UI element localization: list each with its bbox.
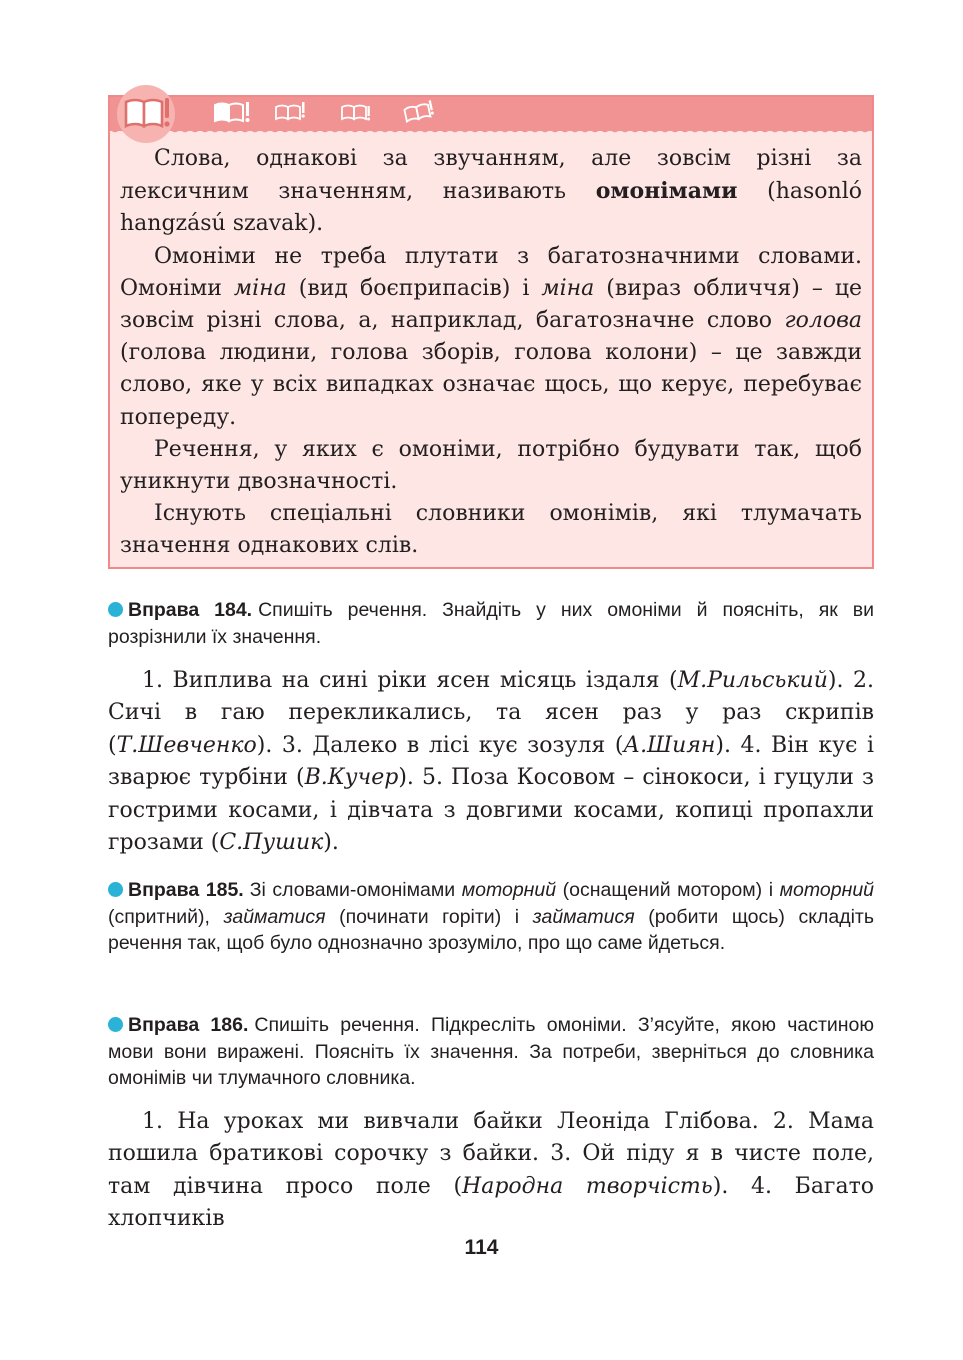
exercise-label: Вправа 184. xyxy=(128,599,253,621)
exercise-185-task: Вправа 185. Зі словами-омонімами моторний (оснащений мотором) і моторний (спритний), займатися (починати горіти) і займатися (робити щось) складіть речення так, щоб було однозначно зрозуміло, про що саме йдеться. xyxy=(108,879,875,954)
rule-paragraph: Омоніми не треба плутати з багатозначними словами. Омоніми міна (вид боєприпасів) і міна (вираз обличчя) – це зовсім різні слова, а, наприклад, багатозначне слово голова (голова людини, голова зборів, голова колони) – це завжди слово, яке у всіх випадках означає щось, що керує, перебуває попереду. xyxy=(120,243,862,430)
rule-paragraph: Існують спеціальні словники омонімів, які тлумачать значення однакових слів. xyxy=(120,501,862,559)
book-exclamation-icon xyxy=(117,85,175,143)
exercise-label: Вправа 186. xyxy=(128,1014,249,1036)
book-exclamation-icon xyxy=(402,99,434,128)
rule-paragraph: Речення, у яких є омоніми, потрібно будувати так, щоб уникнути двозначності. xyxy=(120,436,862,495)
bullet-dot-icon xyxy=(108,882,123,897)
exercise-186-task: Вправа 186. Спишіть речення. Підкресліть омоніми. З’ясуйте, якою частиною мови вони виражені. Поясніть їх значення. За потреби, зверніться до словника омонімів чи тлумачного словника. xyxy=(108,1014,875,1089)
rule-text xyxy=(120,143,862,563)
book-exclamation-icon xyxy=(212,99,252,130)
exercise-184-text: 1. Виплива на сині ріки ясен місяць іздаля (М.Рильський). 2. Сичі в гаю перекликались, та ясен раз у раз скрипів (Т.Шевченко). 3. Далеко в лісі кує зозуля (А.Шиян). 4. Він кує і зварює турбіни (В.Кучер). 5. Поза Косовом – сінокоси, і гуцули з гострими косами, і дівчата з довгими косами, копиці пропахли грозами (С.Пушик). xyxy=(108,668,875,856)
book-exclamation-icon xyxy=(273,99,307,128)
exercise-label: Вправа 185. xyxy=(128,879,244,901)
page-number: 114 xyxy=(464,1236,499,1259)
book-exclamation-icon xyxy=(339,101,371,128)
bullet-dot-icon xyxy=(108,602,123,617)
bullet-dot-icon xyxy=(108,1017,123,1032)
rule-paragraph: Слова, однакові за звучанням, але зовсім різні за лексичним значенням, називають омонімами (hasonló hangzású szavak). xyxy=(120,146,862,237)
exercise-184-task: Вправа 184. Спишіть речення. Знайдіть у них омоніми й поясніть, як ви розрізнили їх значення. xyxy=(108,599,874,648)
term-homonyms: омонімами xyxy=(595,178,738,205)
exercise-186-text: 1. На уроках ми вивчали байки Леоніда Глібова. 2. Мама пошила братикові сорочку з байки. 3. Ой піду я в чисте поле, там дівчина просо поле (Народна творчість). 4. Багато хлопчиків xyxy=(108,1109,874,1232)
